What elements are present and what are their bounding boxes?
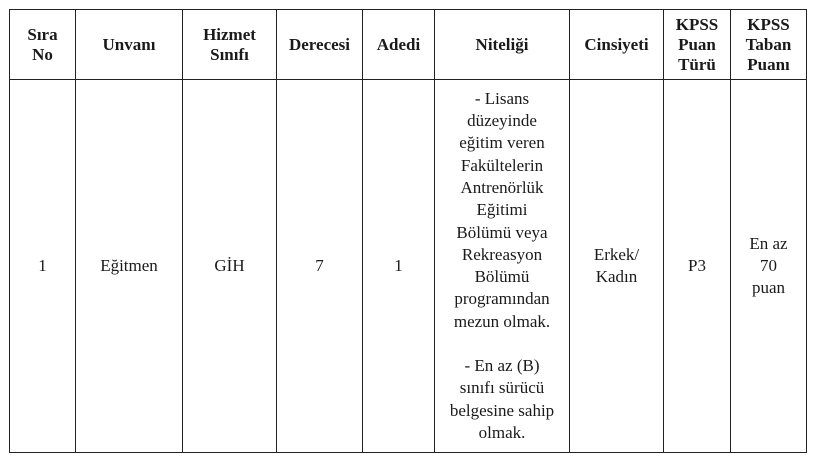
cell-hizmet-sinifi: GİH	[183, 80, 277, 453]
cell-niteligi: - Lisans düzeyinde eğitim veren Fakültelerin Antrenörlük Eğitimi Bölümü veya Rekreasyon Bölümü programından mezun olmak. - En az (B) sınıfı sürücü belgesine sahip olmak.	[435, 80, 570, 453]
header-niteligi: Niteliği	[435, 10, 570, 80]
cell-derecesi: 7	[277, 80, 363, 453]
header-unvani: Unvanı	[76, 10, 183, 80]
header-hizmet-sinifi: Hizmet Sınıfı	[183, 10, 277, 80]
header-kpss-taban-puani: KPSS Taban Puanı	[731, 10, 807, 80]
header-row	[10, 10, 807, 80]
table-row	[10, 80, 807, 453]
cell-cinsiyeti: Erkek/ Kadın	[570, 80, 664, 453]
cell-kpss-puan-turu: P3	[664, 80, 731, 453]
header-sira-no: Sıra No	[10, 10, 76, 80]
cell-kpss-taban-puani: En az 70 puan	[731, 80, 807, 453]
position-table	[9, 9, 807, 453]
header-cinsiyeti: Cinsiyeti	[570, 10, 664, 80]
header-adedi: Adedi	[363, 10, 435, 80]
cell-unvani: Eğitmen	[76, 80, 183, 453]
cell-adedi: 1	[363, 80, 435, 453]
header-kpss-puan-turu: KPSS Puan Türü	[664, 10, 731, 80]
header-derecesi: Derecesi	[277, 10, 363, 80]
cell-sira-no: 1	[10, 80, 76, 453]
